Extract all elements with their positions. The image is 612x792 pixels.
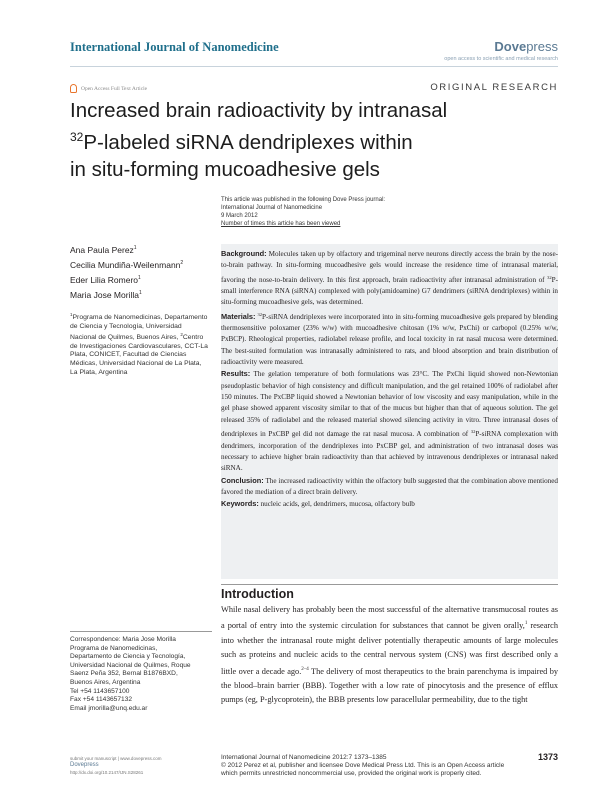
author-name: Eder Lilia Romero — [70, 275, 139, 285]
page-number: 1373 — [537, 752, 558, 762]
correspondence-line: Departamento de Ciencia y Tecnología, — [70, 653, 186, 661]
author-affiliation-sup: 2 — [180, 260, 184, 266]
correspondence-line: Correspondence: Maria Jose Morilla — [70, 636, 176, 643]
author — [70, 287, 215, 302]
intro-text-2: research into whether the intranasal route might deliver potentially therapeutic amounts of large molecules such as proteins and nucleic acids to the central nervous system (CNS) was first described only a little over a decade ago. — [221, 621, 558, 676]
keywords-text: nucleic acids, gel, dendrimers, mucosa, olfactory bulb — [258, 500, 415, 509]
title-line-2-text: P-labeled siRNA dendriplexes within — [83, 131, 413, 154]
correspondence-line: Universidad Nacional de Quilmes, Roque — [70, 661, 191, 669]
title-line-2 — [70, 124, 540, 156]
author — [70, 272, 215, 287]
publication-note — [221, 196, 385, 228]
publisher-tagline: open access to scientific and medical research — [444, 56, 558, 62]
abstract-conclusion — [221, 475, 558, 499]
correspondence-phone: Tel +54 1143657100 — [70, 687, 130, 695]
intro-text-3: The delivery of most therapeutics to the brain parenchyma is impaired by the blood–brain barrier (BBB). Together with a low rate of pinocytosis and the presence of efflux pumps (eg, P-glycoprotein), the BBB presents low paracellular permeability, due to the tight — [221, 666, 559, 705]
abstract-keywords — [221, 498, 558, 510]
results-text-2: P-siRNA complexation with dendrimers, incorporation of the dendriplexes into PxCBP gel, and administration of two intranasal doses was necessary to achieve higher brain radioactivity than that achieved by intravenous dendriplexes or intranasal naked siRNA. — [221, 430, 558, 473]
affiliation-2: Centro de Investigaciones Cardiovasculares, CCT-La Plata, CONICET, Facultad de Ciencias Médicas, Universidad Nacional de La Plata, La Plata, Argentina — [70, 334, 208, 376]
author-name: Ana Paula Perez — [70, 245, 134, 255]
results-label: Results: — [221, 369, 251, 379]
background-label: Background: — [221, 249, 267, 258]
introduction-divider — [221, 584, 558, 585]
title-line-1: Increased brain radioactivity by intranasal — [70, 99, 448, 122]
author-name: Cecilia Mundiña-Weilenmann — [70, 260, 181, 270]
open-access-label — [70, 84, 147, 93]
license-line: which permits unrestricted noncommercial use, provided the original work is properly cited. — [221, 770, 482, 778]
affiliation-sup-2: 2 — [180, 332, 183, 338]
author-affiliation-sup: 1 — [138, 290, 142, 296]
background-sup: 32 — [547, 274, 552, 280]
conclusion-text: The increased radioactivity within the olfactory bulb suggested that the combination above mentioned favored the mediation of a direct brain delivery. — [221, 476, 558, 496]
background-text-2: P-small interference RNA (siRNA) complexed with poly(amidoamine) G7 dendrimers (siRNA dendriplexes) within in situ-forming mucoadhesive gels, was determined. — [221, 275, 558, 307]
author-name: Maria Jose Morilla — [70, 290, 139, 300]
doi-link[interactable]: http://dx.doi.org/10.2147/IJN.S28261 — [70, 770, 144, 775]
author-list — [70, 242, 215, 302]
introduction-body — [221, 603, 558, 708]
publisher-logo — [494, 39, 558, 54]
materials-label: Materials: — [221, 311, 256, 321]
open-access-text: Open Access Full Text Article — [81, 85, 148, 92]
materials-text: P-siRNA dendriplexes were incorporated into in situ-forming mucoadhesive gels prepared by blending thermosensitive poloxamer (23% w/w) with mucoadhesive chitosan (1% w/w, PxChi) or carbopol (0.25% w/w, PxBCP). Rheological properties, radiolabel release profile, and local toxicity in rat nasal mucosa were determined. The best-suited formulation was intranasally administered to rats, and blood absorption and brain distribution of radioactivity were measured. — [221, 312, 558, 367]
materials-sup: 32 — [257, 311, 263, 317]
open-access-lock-icon — [70, 84, 77, 93]
abstract-results — [221, 368, 558, 474]
copyright-line: © 2012 Perez et al, publisher and licensee Dove Medical Press Ltd. This is an Open Access article — [221, 762, 505, 770]
title-line-3: in situ-forming mucoadhesive gels — [70, 158, 380, 181]
results-text: The gelation temperature of both formulations was 23°C. The PxChi liquid showed non-Newtonian pseudoplastic behavior of high consistency and difficult manipulation, and the gel retained 100% of radiolabel after 150 minutes. The PxCBP liquid showed a Newtonian behavior of low viscosity and easy manipulation, while in the gel phase showed apparent viscosity similar to that of the mucus but higher than that of aqueous solution. The gel released 35% of radiolabel and the released material showed silencing activity in vitro. Three intranasal doses of dendriplexes in PxCBP gel did not damage the rat nasal mucosa. A combination of — [221, 370, 558, 439]
header-divider — [70, 66, 558, 67]
correspondence — [70, 631, 212, 713]
author-affiliation-sup: 1 — [133, 245, 137, 251]
pubnote-journal: International Journal of Nanomedicine — [221, 205, 323, 211]
footer-dovepress-logo: Dovepress — [70, 762, 99, 768]
intro-citation: 1 — [524, 621, 528, 627]
footer-citation — [221, 754, 504, 779]
author — [70, 257, 215, 272]
correspondence-line: Programa de Nanomedicinas, — [70, 644, 158, 652]
introduction-heading: Introduction — [221, 587, 294, 601]
author-affiliation-sup: 1 — [138, 275, 141, 281]
conclusion-label: Conclusion: — [221, 475, 264, 485]
article-title — [70, 97, 540, 183]
correspondence-line: Buenos Aires, Argentina — [70, 678, 141, 686]
correspondence-line: Saenz Peña 352, Bernal B1876BXD, — [70, 670, 178, 678]
pubnote-date: 9 March 2012 — [221, 213, 258, 219]
author — [70, 242, 215, 257]
keywords-label: Keywords: — [221, 499, 259, 509]
affiliation-sup-1: 1 — [70, 312, 73, 317]
title-isotope-sup: 32 — [70, 130, 84, 144]
citation-line: International Journal of Nanomedicine 2012:7 1373–1385 — [221, 754, 387, 761]
footer-left — [70, 755, 161, 776]
views-link[interactable]: Number of times this article has been viewed — [221, 221, 341, 227]
submit-link[interactable]: submit your manuscript | www.dovepress.com — [70, 756, 162, 761]
affiliations — [70, 311, 210, 377]
abstract-background — [221, 248, 558, 309]
intro-text: While nasal delivery has probably been the most successful of the alternative transmucosal routes as a portal of entry into the systemic circulation for substances that cannot be given orally, — [221, 605, 558, 631]
intro-citation-2: 2–4 — [301, 666, 309, 672]
article-type: ORIGINAL RESEARCH — [430, 82, 558, 93]
pubnote-line-1: This article was published in the following Dove Press journal: — [221, 197, 386, 203]
correspondence-email[interactable]: Email jmorilla@unq.edu.ar — [70, 704, 148, 712]
affiliation-1: Programa de Nanomedicinas, Departamento de Ciencia y Tecnología, Universidad Nacional de Quilmes, Buenos Aires, — [70, 314, 208, 342]
correspondence-fax: Fax +54 1143657132 — [70, 696, 133, 704]
abstract-materials — [221, 309, 558, 369]
publisher-logo-bold: Dove — [494, 39, 527, 54]
publisher-logo-light: press — [526, 39, 558, 54]
abstract-box — [221, 244, 558, 579]
results-sup: 32 — [470, 429, 476, 435]
background-text: Molecules taken up by olfactory and trigeminal nerve neurons directly access the brain by the nose-to-brain pathway. In situ-forming mucoadhesive gels would increase the residence time of intranasal material, favoring the nose-to-brain delivery. In this first approach, brain radioactivity after intranasal administration of — [221, 250, 558, 284]
journal-title: International Journal of Nanomedicine — [70, 40, 279, 54]
